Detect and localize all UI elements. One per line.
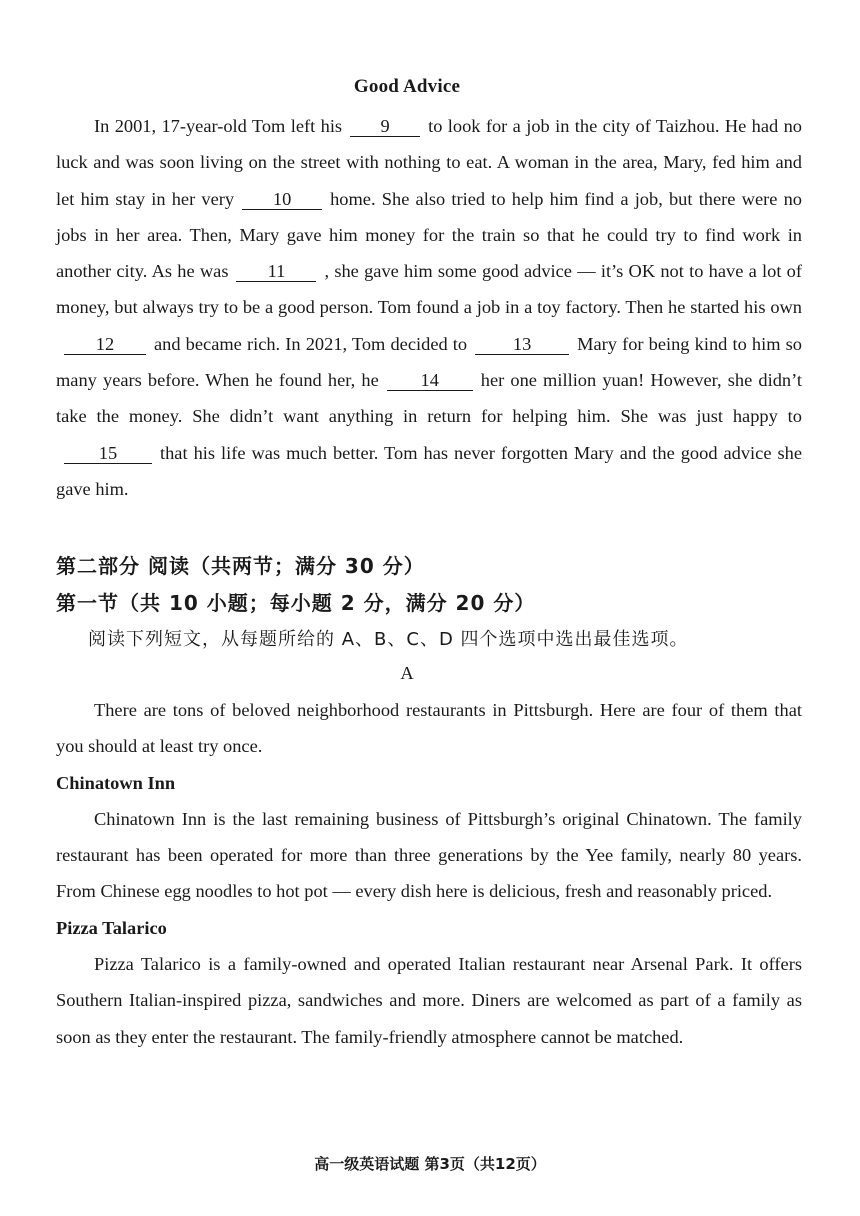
blank-12: 12	[64, 334, 146, 355]
part-two-heading: 第二部分 阅读（共两节；满分 30 分）	[56, 554, 425, 578]
section-one-heading: 第一节（共 10 小题；每小题 2 分，满分 20 分）	[56, 591, 536, 615]
intro-paragraph: There are tons of beloved neighborhood restaurants in Pittsburgh. Here are four of them that you should at least try once.	[56, 700, 802, 757]
restaurant-heading: Pizza Talarico	[56, 917, 167, 938]
cloze-paragraph	[56, 108, 802, 507]
page-footer: 高一级英语试题 第3页（共12页）	[314, 1155, 546, 1173]
restaurant-description: Pizza Talarico is a family-owned and operated Italian restaurant near Arsenal Park. It offers Southern Italian-inspired pizza, sandwiches and more. Diners are welcomed as part of a family as soon as they enter the restaurant. The family-friendly atmosphere cannot be matched.	[56, 954, 802, 1047]
blank-14: 14	[387, 370, 473, 391]
cloze-text: her one million yuan! However, she didn’t take the money. She didn’t want anything in return for helping him. She was just happy to	[56, 370, 802, 427]
instruction-text: 阅读下列短文，从每题所给的 A、B、C、D 四个选项中选出最佳选项。	[88, 629, 689, 650]
cloze-text: and became rich. In 2021, Tom decided to	[154, 333, 468, 354]
blank-13: 13	[475, 334, 569, 355]
blank-11: 11	[236, 261, 316, 282]
restaurant-description: Chinatown Inn is the last remaining business of Pittsburgh’s original Chinatown. The family restaurant has been operated for more than three generations by the Yee family, nearly 80 years. From Chinese egg noodles to hot pot — every dish here is delicious, fresh and reasonably priced.	[56, 808, 802, 902]
section-letter: A	[400, 663, 414, 683]
cloze-text: Mary for being kind to him so many years before. When he found her, he	[56, 333, 802, 391]
blank-9: 9	[350, 116, 420, 137]
cloze-passage	[56, 108, 802, 507]
cloze-text: to look for a job in the city of Taizhou. He had no luck and was soon living on the street with nothing to eat. A woman in the area, Mary, fed him and let him stay in her very	[56, 116, 803, 209]
blank-15: 15	[64, 443, 152, 464]
reading-passage-a	[56, 692, 802, 1055]
restaurant-heading: Chinatown Inn	[56, 772, 176, 793]
cloze-text: , she gave him some good advice — it’s OK not to have a lot of money, but always try to be a good person. Tom found a job in a toy factory. Then he started his own	[56, 261, 802, 318]
cloze-text: home. She also tried to help him find a job, but there were no jobs in her area. Then, Mary gave him money for the train so that he could try to find work in another city. As he was	[56, 188, 802, 282]
cloze-text: that his life was much better. Tom has never forgotten Mary and the good advice she gave him.	[56, 442, 802, 499]
passage-title: Good Advice	[353, 76, 461, 97]
cloze-text: In 2001, 17-year-old Tom left his	[94, 116, 343, 136]
blank-10: 10	[242, 189, 322, 210]
